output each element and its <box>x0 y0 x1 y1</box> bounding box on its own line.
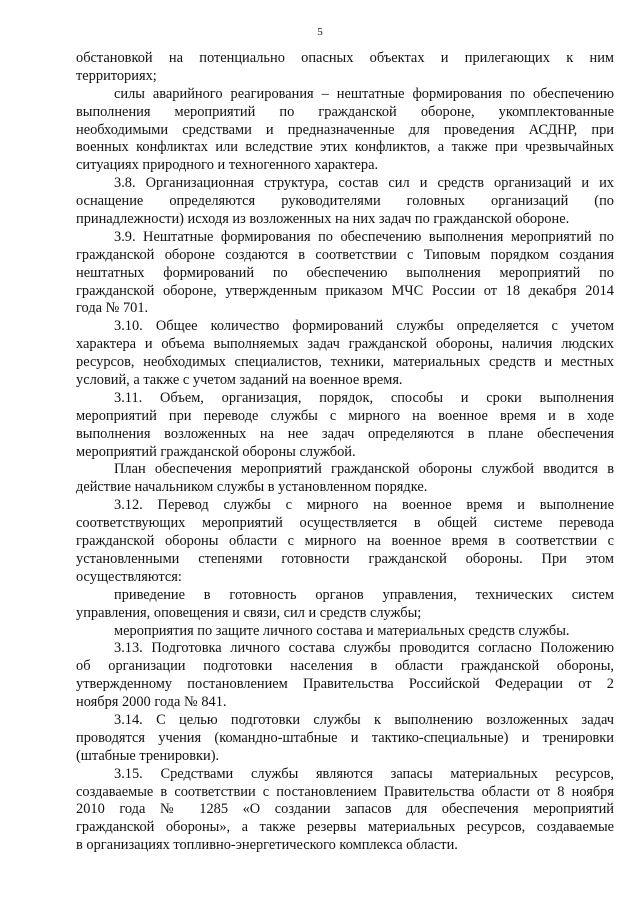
text-line: мероприятий при переводе службы с мирного на военное время и в ходе <box>76 407 614 424</box>
text-line: ноября 2000 года № 841. <box>76 694 227 711</box>
text-line: гражданской обороны», а также резервы материальных ресурсов, создаваемые <box>76 819 614 836</box>
text-line: 3.13. Подготовка личного состава службы проводится согласно Положению <box>114 640 614 657</box>
text-line: обстановкой на потенциально опасных объектах и прилегающих к ним <box>76 50 614 66</box>
text-line: 3.15. Средствами службы являются запасы материальных ресурсов, <box>114 765 614 782</box>
text-line: 3.11. Объем, организация, порядок, способы и сроки выполнения <box>114 389 614 406</box>
text-line: гражданской обороны области с мирного на военное время в соответствии с <box>76 533 614 550</box>
text-line: силы аварийного реагирования – нештатные формирования по обеспечению <box>114 85 614 102</box>
text-line: установленными степенями готовности гражданской обороны. При этом <box>76 550 614 567</box>
text-line: выполнения мероприятий по гражданской обороне, укомплектованные <box>76 103 614 120</box>
text-line: 2010 года № 1285 «О создании запасов для обеспечения мероприятий <box>76 801 614 818</box>
text-line: утвержденному постановлением Правительства Российской Федерации от 2 <box>76 676 614 693</box>
text-line: 3.10. Общее количество формирований службы определяется с учетом <box>114 318 614 335</box>
text-line: необходимыми средствами и предназначенные для проведения АСДНР, при <box>76 121 614 138</box>
text-line: (штабные тренировки). <box>76 747 220 764</box>
text-line: управления, оповещения и связи, сил и средств службы; <box>76 604 422 621</box>
text-line: в организациях топливно-энергетического комплекса области. <box>76 837 458 854</box>
text-line: ситуациях природного и техногенного характера. <box>76 157 379 174</box>
text-line: гражданской обороне создаются в соответствии с Типовым порядком создания <box>76 246 614 263</box>
text-line: об организации подготовки населения в области гражданской обороны, <box>76 658 614 675</box>
text-line: выполнения возложенных на нее задач определяются в плане обеспечения <box>76 425 614 442</box>
text-line: действие начальником службы в установленном порядке. <box>76 479 428 496</box>
text-line: План обеспечения мероприятий гражданской обороны службой вводится в <box>114 461 614 478</box>
text-line: военных конфликтах или вследствие этих конфликтов, а также при чрезвычайных <box>76 139 614 156</box>
text-line: проводятся учения (командно-штабные и тактико-специальные) и тренировки <box>76 729 614 746</box>
text-line: 3.9. Нештатные формирования по обеспечению выполнения мероприятий по <box>114 228 614 245</box>
text-line: территориях; <box>76 67 157 84</box>
text-line: гражданской обороне, утвержденным приказом МЧС России от 18 декабря 2014 <box>76 282 614 299</box>
page-number: 5 <box>317 26 323 38</box>
text-line: 3.12. Перевод службы с мирного на военное время и выполнение <box>114 497 614 514</box>
text-line: принадлежности) исходя из возложенных на них задач по гражданской обороне. <box>76 211 570 228</box>
text-line: характера и объема выполняемых задач гражданской обороны, наличия людских <box>76 336 614 353</box>
text-line: соответствующих мероприятий осуществляется в общей системе перевода <box>76 515 614 532</box>
text-line: условий, а также с учетом заданий на военное время. <box>76 372 403 389</box>
text-line: 3.8. Организационная структура, состав сил и средств организаций и их <box>114 175 614 192</box>
text-line: осуществляются: <box>76 568 182 585</box>
text-line: приведение в готовность органов управления, технических систем <box>114 586 614 603</box>
text-line: нештатных формирований по обеспечению выполнения мероприятий по <box>76 264 614 281</box>
text-line: года № 701. <box>76 300 149 317</box>
text-line: ресурсов, необходимых специалистов, техники, материальных средств и местных <box>76 354 614 371</box>
text-line: мероприятия по защите личного состава и материальных средств службы. <box>114 622 570 639</box>
text-line: мероприятий гражданской обороны службой. <box>76 443 356 460</box>
text-line: создаваемые в соответствии с постановлением Правительства области от 8 ноября <box>76 783 614 800</box>
text-line: оснащение определяются руководителями головных организаций (по <box>76 193 614 210</box>
document-body <box>76 50 614 855</box>
text-line: 3.14. С целью подготовки службы к выполнению возложенных задач <box>114 711 614 728</box>
